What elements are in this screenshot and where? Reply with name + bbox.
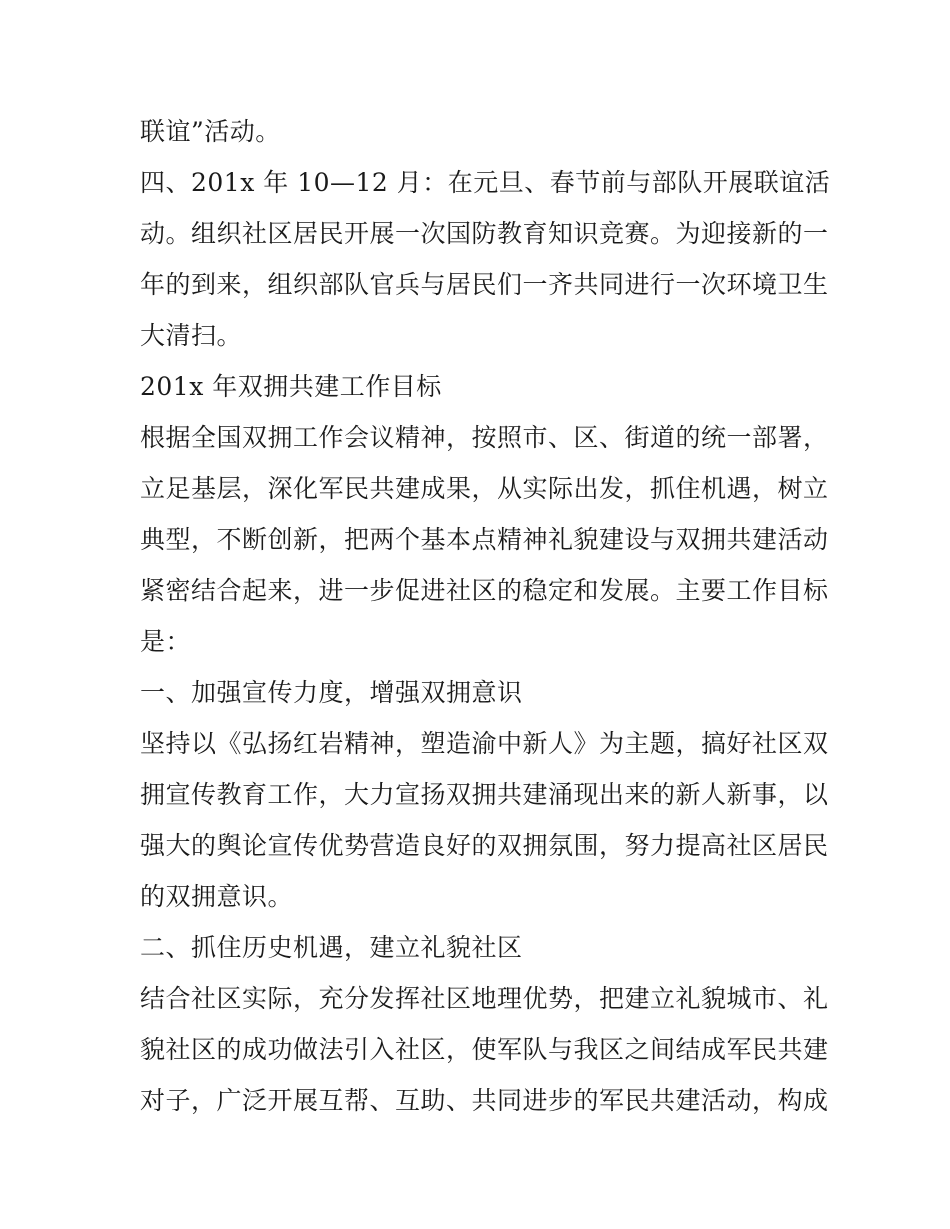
text-line: 是： — [140, 627, 192, 656]
text-line: 年的到来，组织部队官兵与居民们一齐共同进行一次环境卫生 — [140, 270, 829, 299]
text-line: 的双拥意识。 — [140, 882, 294, 911]
text-line: 立足基层，深化军民共建成果，从实际出发，抓住机遇，树立 — [140, 474, 829, 503]
subsection-heading: 二、抓住历史机遇，建立礼貌社区 — [140, 933, 523, 962]
text-line: 坚持以《弘扬红岩精神，塑造渝中新人》为主题，搞好社区双 — [140, 729, 829, 758]
text-line: 对子，广泛开展互帮、互助、共同进步的军民共建活动，构成 — [140, 1086, 829, 1115]
text-line: 紧密结合起来，进一步促进社区的稳定和发展。主要工作目标 — [140, 576, 829, 605]
text-line: 典型，不断创新，把两个基本点精神礼貌建设与双拥共建活动 — [140, 525, 829, 554]
subsection-heading: 一、加强宣传力度，增强双拥意识 — [140, 678, 523, 707]
text-line: 貌社区的成功做法引入社区，使军队与我区之间结成军民共建 — [140, 1035, 829, 1064]
text-line: 根据全国双拥工作会议精神，按照市、区、街道的统一部署， — [140, 423, 829, 452]
section-heading: 201x 年双拥共建工作目标 — [140, 372, 442, 401]
text-line: 联谊”活动。 — [140, 117, 281, 146]
document-body — [140, 106, 831, 1126]
text-line: 四、201x 年 10—12 月：在元旦、春节前与部队开展联谊活 — [140, 168, 831, 197]
text-line: 结合社区实际，充分发挥社区地理优势，把建立礼貌城市、礼 — [140, 984, 829, 1013]
text-line: 拥宣传教育工作，大力宣扬双拥共建涌现出来的新人新事，以 — [140, 780, 829, 809]
text-line: 大清扫。 — [140, 321, 243, 350]
text-line: 强大的舆论宣传优势营造良好的双拥氛围，努力提高社区居民 — [140, 831, 829, 860]
text-line: 动。组织社区居民开展一次国防教育知识竞赛。为迎接新的一 — [140, 219, 829, 248]
